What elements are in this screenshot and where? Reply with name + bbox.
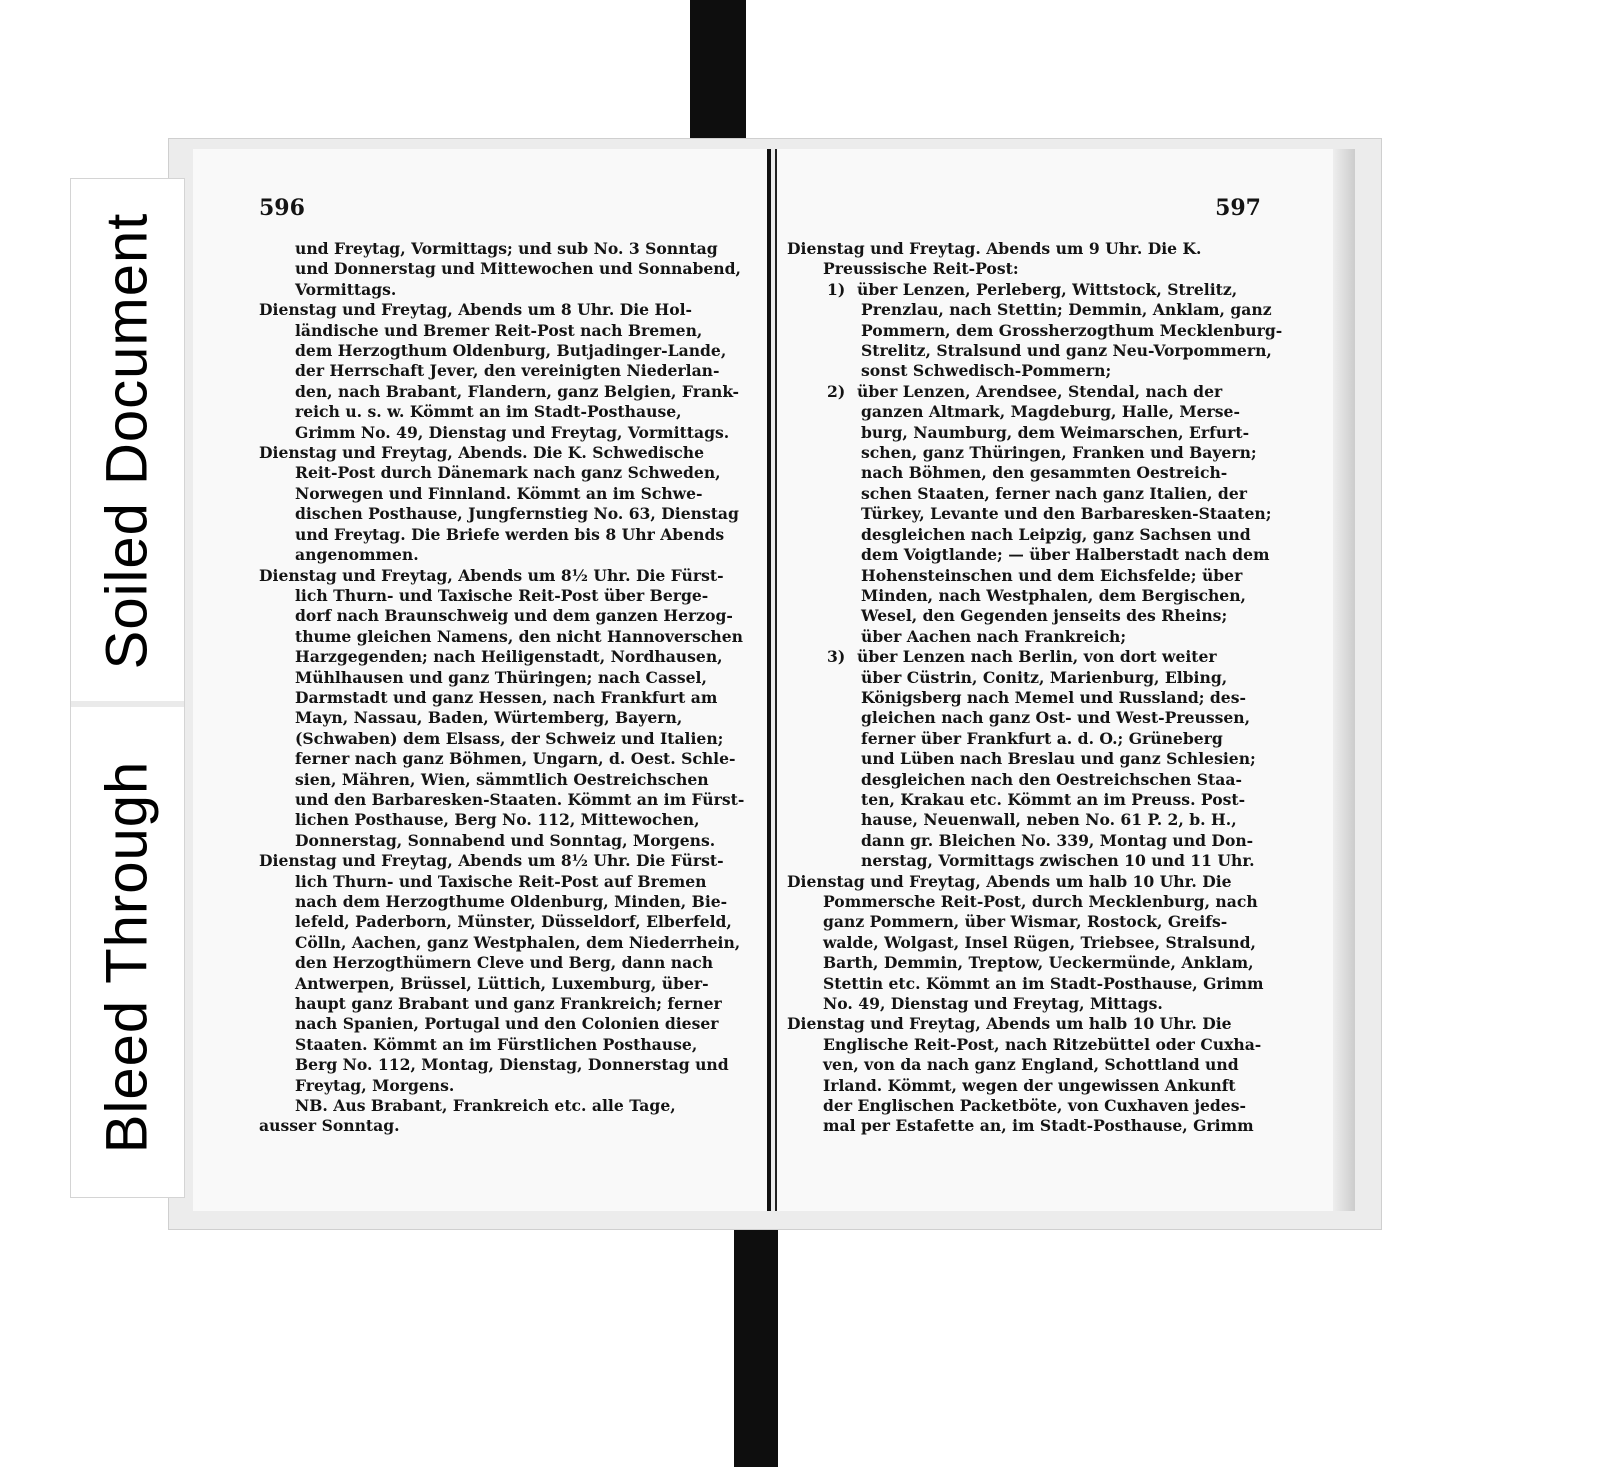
text-line: sien, Mähren, Wien, sämmtlich Oestreichschen bbox=[295, 769, 709, 789]
route-item bbox=[827, 382, 1281, 647]
text-line: Grimm No. 49, Dienstag und Freytag, Vormittags. bbox=[295, 422, 730, 442]
text-line: Mühlhausen und ganz Thüringen; nach Cassel, bbox=[295, 667, 707, 687]
text-line: desgleichen nach den Oestreichschen Staa- bbox=[861, 769, 1242, 789]
text-line: Dienstag und Freytag, Abends um halb 10 Uhr. Die bbox=[787, 871, 1232, 891]
text-line: Englische Reit-Post, nach Ritzebüttel oder Cuxha- bbox=[823, 1034, 1262, 1054]
text-line: ausser Sonntag. bbox=[259, 1116, 400, 1136]
text-line: ven, von da nach ganz England, Schottland und bbox=[823, 1055, 1239, 1075]
text-line: nach Spanien, Portugal und den Colonien dieser bbox=[295, 1014, 719, 1034]
text-line: ganz Pommern, über Wismar, Rostock, Greifs- bbox=[823, 912, 1228, 932]
text-line: und Lüben nach Breslau und ganz Schlesien; bbox=[861, 749, 1256, 769]
text-line: lich Thurn- und Taxische Reit-Post über Berge- bbox=[295, 585, 709, 605]
binding-strap-top bbox=[690, 0, 746, 148]
right-page bbox=[775, 149, 1355, 1211]
text-line: haupt ganz Brabant und ganz Frankreich; ferner bbox=[295, 994, 722, 1014]
text-line: Harzgegenden; nach Heiligenstadt, Nordhausen, bbox=[295, 647, 723, 667]
post-entry bbox=[259, 851, 759, 1096]
post-entry bbox=[787, 872, 1281, 1015]
post-entry bbox=[787, 239, 1281, 280]
text-line bbox=[827, 382, 1281, 402]
text-line: Irland. Kömmt, wegen der ungewissen Ankunft bbox=[823, 1075, 1236, 1095]
text-line: dorf nach Braunschweig und dem ganzen Herzog- bbox=[295, 606, 733, 626]
text-line: Darmstadt und ganz Hessen, nach Frankfurt am bbox=[295, 687, 718, 707]
label-divider bbox=[71, 701, 184, 707]
text-line: angenommen. bbox=[295, 545, 419, 565]
text-line: No. 49, Dienstag und Freytag, Mittags. bbox=[823, 994, 1163, 1014]
text-line: Vormittags. bbox=[295, 279, 397, 299]
text-line: hause, Neuenwall, neben No. 61 P. 2, b. H., bbox=[861, 810, 1237, 830]
text-line: Wesel, den Gegenden jenseits des Rheins; bbox=[861, 606, 1228, 626]
text-line: Dienstag und Freytag, Abends um 8 Uhr. Die Hol- bbox=[259, 300, 693, 320]
left-page bbox=[193, 149, 771, 1211]
route-text: über Lenzen, Arendsee, Stendal, nach der bbox=[857, 381, 1223, 401]
text-line: Barth, Demmin, Treptow, Ueckermünde, Anklam, bbox=[823, 953, 1254, 973]
text-line: nach Böhmen, den gesammten Oestreich- bbox=[861, 463, 1228, 483]
text-line: lefeld, Paderborn, Münster, Düsseldorf, Elberfeld, bbox=[295, 912, 732, 932]
text-line: Dienstag und Freytag, Abends um 8½ Uhr. Die Fürst- bbox=[259, 565, 724, 585]
text-line: Preussische Reit-Post: bbox=[823, 259, 1019, 279]
text-line: dischen Posthause, Jungfernstieg No. 63, Dienstag bbox=[295, 504, 739, 524]
text-line: thume gleichen Namens, den nicht Hannoverschen bbox=[295, 626, 743, 646]
text-line: den, nach Brabant, Flandern, ganz Belgien, Frank- bbox=[295, 381, 739, 401]
text-line: schen Staaten, ferner nach ganz Italien, der bbox=[861, 483, 1247, 503]
text-line: und Donnerstag und Mittewochen und Sonnabend, bbox=[295, 259, 741, 279]
text-line: Minden, nach Westphalen, dem Bergischen, bbox=[861, 585, 1246, 605]
right-page-text bbox=[787, 239, 1281, 1137]
text-line: der Herrschaft Jever, den vereinigten Niederlan- bbox=[295, 361, 720, 381]
text-line: ferner nach ganz Böhmen, Ungarn, d. Oest. Schle- bbox=[295, 749, 736, 769]
text-line: NB. Aus Brabant, Frankreich etc. alle Tage, bbox=[295, 1096, 676, 1116]
text-line: Dienstag und Freytag, Abends um 8½ Uhr. Die Fürst- bbox=[259, 851, 724, 871]
text-line: walde, Wolgast, Insel Rügen, Triebsee, Stralsund, bbox=[823, 932, 1256, 952]
text-line: Dienstag und Freytag. Abends um 9 Uhr. Die K. bbox=[787, 239, 1202, 258]
text-line: dem Herzogthum Oldenburg, Butjadinger-Lande, bbox=[295, 341, 727, 361]
open-book bbox=[168, 138, 1382, 1230]
text-line: Cölln, Aachen, ganz Westphalen, dem Niederrhein, bbox=[295, 932, 741, 952]
text-line: Antwerpen, Brüssel, Lüttich, Luxemburg, über- bbox=[295, 973, 709, 993]
text-line: lichen Posthause, Berg No. 112, Mittewochen, bbox=[295, 810, 700, 830]
text-line: Mayn, Nassau, Baden, Würtemberg, Bayern, bbox=[295, 708, 683, 728]
soiled-document-label: Soiled Document bbox=[94, 212, 160, 670]
route-item bbox=[827, 280, 1281, 382]
text-line: Prenzlau, nach Stettin; Demmin, Anklam, ganz bbox=[861, 300, 1272, 320]
text-line: dem Voigtlande; — über Halberstadt nach dem bbox=[861, 545, 1270, 565]
text-line: ländische und Bremer Reit-Post nach Bremen, bbox=[295, 320, 703, 340]
text-line: desgleichen nach Leipzig, ganz Sachsen und bbox=[861, 524, 1251, 544]
left-page-text bbox=[259, 239, 759, 1137]
post-entry bbox=[787, 1014, 1281, 1136]
text-line: ganzen Altmark, Magdeburg, Halle, Merse- bbox=[861, 402, 1240, 422]
text-line: und Freytag. Die Briefe werden bis 8 Uhr Abends bbox=[295, 524, 725, 544]
text-line: Hohensteinschen und dem Eichsfelde; über bbox=[861, 565, 1243, 585]
text-line: dann gr. Bleichen No. 339, Montag und Don- bbox=[861, 830, 1254, 850]
annotation-label-card bbox=[70, 178, 185, 1198]
text-line: Türkey, Levante und den Barbaresken-Staaten; bbox=[861, 504, 1272, 524]
bleed-through-label: Bleed Through bbox=[94, 760, 160, 1154]
nb-note bbox=[259, 1096, 759, 1137]
route-number: 1) bbox=[827, 279, 846, 299]
post-entry bbox=[259, 300, 759, 443]
text-line: Dienstag und Freytag, Abends. Die K. Schwedische bbox=[259, 443, 705, 463]
text-line: Stettin etc. Kömmt an im Stadt-Posthause, Grimm bbox=[823, 973, 1264, 993]
route-number: 2) bbox=[827, 381, 846, 401]
text-line: Dienstag und Freytag, Abends um halb 10 Uhr. Die bbox=[787, 1014, 1232, 1034]
text-line: ferner über Frankfurt a. d. O.; Grüneberg bbox=[861, 728, 1223, 748]
text-line: den Herzogthümern Cleve und Berg, dann nach bbox=[295, 953, 714, 973]
text-line: Reit-Post durch Dänemark nach ganz Schweden, bbox=[295, 463, 721, 483]
text-line: sonst Schwedisch-Pommern; bbox=[861, 361, 1112, 381]
text-line: über Cüstrin, Conitz, Marienburg, Elbing, bbox=[861, 667, 1228, 687]
text-line bbox=[827, 280, 1281, 300]
text-line: Berg No. 112, Montag, Dienstag, Donnerstag und bbox=[295, 1055, 729, 1075]
left-page-number: 596 bbox=[259, 195, 305, 221]
text-line: über Aachen nach Frankreich; bbox=[861, 626, 1127, 646]
route-text: über Lenzen, Perleberg, Wittstock, Strelitz, bbox=[857, 279, 1238, 299]
text-line: gleichen nach ganz Ost- und West-Preussen, bbox=[861, 708, 1251, 728]
text-line: burg, Naumburg, dem Weimarschen, Erfurt- bbox=[861, 422, 1250, 442]
text-line: (Schwaben) dem Elsass, der Schweiz und Italien; bbox=[295, 728, 724, 748]
text-line: Staaten. Kömmt an im Fürstlichen Posthause, bbox=[295, 1034, 698, 1054]
text-line: reich u. s. w. Kömmt an im Stadt-Posthause, bbox=[295, 402, 682, 422]
text-line: Pommersche Reit-Post, durch Mecklenburg, nach bbox=[823, 892, 1258, 911]
binding-strap-bottom bbox=[734, 1210, 778, 1467]
text-line: Pommern, dem Grossherzogthum Mecklenburg- bbox=[861, 320, 1283, 340]
text-line bbox=[827, 647, 1281, 667]
post-entry bbox=[259, 566, 759, 852]
text-line: Donnerstag, Sonnabend und Sonntag, Morgens. bbox=[295, 830, 716, 850]
text-line: Strelitz, Stralsund und ganz Neu-Vorpommern, bbox=[861, 341, 1272, 361]
text-line: nach dem Herzogthume Oldenburg, Minden, Bie- bbox=[295, 892, 728, 911]
text-line: schen, ganz Thüringen, Franken und Bayern; bbox=[861, 443, 1257, 463]
right-page-number: 597 bbox=[1215, 195, 1261, 221]
text-line: Königsberg nach Memel und Russland; des- bbox=[861, 687, 1246, 707]
route-item bbox=[827, 647, 1281, 871]
text-line: der Englischen Packetböte, von Cuxhaven jedes- bbox=[823, 1096, 1246, 1116]
post-entry bbox=[259, 443, 759, 565]
text-line: lich Thurn- und Taxische Reit-Post auf Bremen bbox=[295, 871, 707, 891]
text-line: nerstag, Vormittags zwischen 10 und 11 Uhr. bbox=[861, 851, 1255, 871]
text-line: und Freytag, Vormittags; und sub No. 3 Sonntag bbox=[295, 239, 718, 258]
text-line: mal per Estafette an, im Stadt-Posthause, Grimm bbox=[823, 1116, 1254, 1136]
text-line: ten, Krakau etc. Kömmt an im Preuss. Post- bbox=[861, 789, 1246, 809]
route-number: 3) bbox=[827, 647, 846, 667]
text-line: Freytag, Morgens. bbox=[295, 1075, 455, 1095]
route-text: über Lenzen nach Berlin, von dort weiter bbox=[857, 647, 1217, 667]
text-line: und den Barbaresken-Staaten. Kömmt an im Fürst- bbox=[295, 789, 745, 809]
text-line: Norwegen und Finnland. Kömmt an im Schwe- bbox=[295, 483, 703, 503]
post-entry bbox=[259, 239, 759, 300]
